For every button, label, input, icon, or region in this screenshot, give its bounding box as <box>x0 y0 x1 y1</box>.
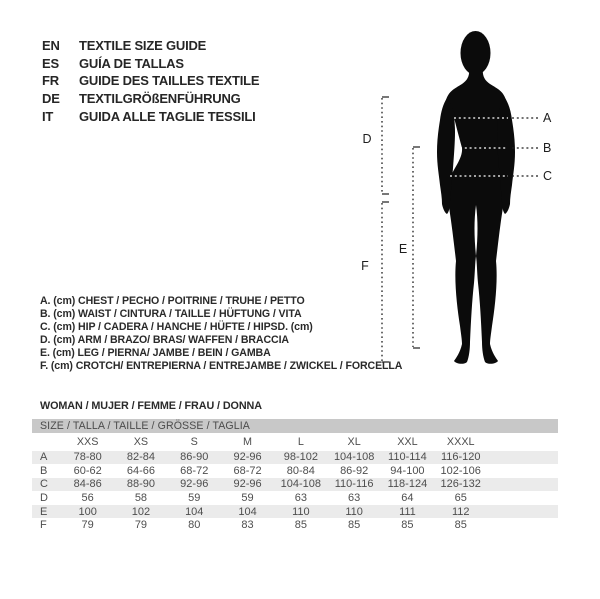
size-value-cell: 64 <box>401 492 414 505</box>
size-value-cell: 59 <box>188 492 201 505</box>
language-title: TEXTILE SIZE GUIDE <box>79 38 207 54</box>
size-value-cell: 111 <box>399 505 416 518</box>
size-value-cell: 85 <box>294 519 307 532</box>
size-value-cell: 104 <box>238 505 257 518</box>
size-value-cell: 85 <box>348 519 361 532</box>
size-value-cell: 79 <box>81 519 94 532</box>
size-value-cell: 94-100 <box>390 464 425 477</box>
size-value-cell: 92-96 <box>180 478 209 491</box>
row-label: B <box>40 464 48 477</box>
table-row <box>32 451 558 465</box>
size-value-cell: 112 <box>451 505 470 518</box>
row-label: A <box>40 451 48 464</box>
table-row <box>32 464 558 478</box>
language-list <box>42 37 259 125</box>
size-column-header: XL <box>347 435 361 448</box>
size-value-cell: 85 <box>454 519 467 532</box>
language-title: GUIDE DES TAILLES TEXTILE <box>79 73 260 89</box>
size-value-cell: 68-72 <box>233 464 262 477</box>
size-value-cell: 58 <box>134 492 148 505</box>
size-column-header: L <box>297 435 304 448</box>
size-value-cell: 83 <box>241 519 254 532</box>
table-row <box>32 491 558 505</box>
size-value-cell: 60-62 <box>73 464 102 477</box>
language-row <box>42 90 259 108</box>
gender-heading: WOMAN / MUJER / FEMME / FRAU / DONNA <box>40 400 262 412</box>
language-row <box>42 107 259 125</box>
table-row <box>32 518 558 532</box>
size-value-cell: 102-106 <box>440 464 481 477</box>
measurement-legend <box>40 295 402 374</box>
size-value-cell: 86-90 <box>180 451 209 464</box>
size-value-cell: 84-86 <box>73 478 102 491</box>
size-value-cell: 92-96 <box>233 478 262 491</box>
size-value-cell: 63 <box>348 492 361 505</box>
size-value-cell: 104-108 <box>333 451 375 464</box>
size-value-cell: 59 <box>241 492 254 505</box>
legend-line: C. (cm) HIP / CADERA / HANCHE / HÜFTE / HIPSD. (cm) <box>40 321 313 334</box>
language-row <box>42 72 259 90</box>
row-label: F <box>40 519 47 532</box>
legend-line: E. (cm) LEG / PIERNA/ JAMBE / BEIN / GAMBA <box>40 347 271 360</box>
table-row <box>32 505 558 519</box>
silhouette-body <box>446 67 506 364</box>
size-table-header-row <box>32 433 558 451</box>
size-value-cell: 78-80 <box>73 451 102 464</box>
size-value-cell: 110-114 <box>388 451 427 464</box>
size-column-header: XS <box>133 435 149 448</box>
table-row <box>32 478 558 492</box>
size-value-cell: 56 <box>81 492 94 505</box>
woman-silhouette <box>437 31 515 364</box>
size-column-header: XXXL <box>446 435 475 448</box>
size-value-cell: 98-102 <box>283 451 318 464</box>
language-code: FR <box>42 73 59 89</box>
size-value-cell: 65 <box>454 492 467 505</box>
size-value-cell: 104 <box>185 505 204 518</box>
measure-label-F: F <box>361 259 369 273</box>
legend-line: A. (cm) CHEST / PECHO / POITRINE / TRUHE / PETTO <box>40 295 305 307</box>
size-value-cell: 110-116 <box>334 478 374 491</box>
language-code: IT <box>42 108 54 124</box>
row-label: D <box>40 492 48 505</box>
language-code: EN <box>42 38 60 54</box>
size-value-cell: 92-96 <box>233 451 262 464</box>
size-value-cell: 110 <box>345 505 363 518</box>
size-table-title: SIZE / TALLA / TAILLE / GRÖSSE / TAGLIA <box>32 419 558 433</box>
size-value-cell: 118-124 <box>387 478 428 491</box>
size-table <box>32 419 558 532</box>
language-code: ES <box>42 55 59 71</box>
size-value-cell: 85 <box>401 519 414 532</box>
size-value-cell: 102 <box>131 505 151 518</box>
language-title: GUÍA DE TALLAS <box>79 55 184 71</box>
size-column-header: XXS <box>76 435 99 448</box>
row-label: C <box>40 478 48 491</box>
size-value-cell: 100 <box>78 505 97 518</box>
size-value-cell: 88-90 <box>126 478 156 491</box>
language-title: TEXTILGRÖßENFÜHRUNG <box>79 91 241 107</box>
size-value-cell: 80 <box>188 519 201 532</box>
size-value-cell: 79 <box>134 519 148 532</box>
size-value-cell: 63 <box>294 492 307 505</box>
measure-label-A: A <box>543 111 552 125</box>
size-value-cell: 82-84 <box>126 451 156 464</box>
size-value-cell: 64-66 <box>126 464 156 477</box>
measure-label-E: E <box>398 242 408 256</box>
size-column-header: S <box>190 435 198 448</box>
legend-line: F. (cm) CROTCH/ ENTREPIERNA / ENTREJAMBE / ZWICKEL / FORCELLA <box>40 360 403 373</box>
size-value-cell: 68-72 <box>180 464 209 477</box>
language-row <box>42 37 259 55</box>
language-row <box>42 55 259 73</box>
size-value-cell: 80-84 <box>286 464 315 477</box>
size-value-cell: 116-120 <box>440 451 481 464</box>
size-value-cell: 110 <box>292 505 310 518</box>
measure-label-D: D <box>362 132 372 146</box>
size-value-cell: 104-108 <box>280 478 322 491</box>
size-column-header: M <box>243 435 253 448</box>
language-code: DE <box>42 91 60 107</box>
size-column-header: XXL <box>397 435 418 448</box>
legend-line: B. (cm) WAIST / CINTURA / TAILLE / HÜFTUNG / VITA <box>40 308 302 321</box>
measure-label-C: C <box>543 169 553 183</box>
measure-label-B: B <box>543 141 552 155</box>
legend-line: D. (cm) ARM / BRAZO/ BRAS/ WAFFEN / BRACCIA <box>40 334 289 347</box>
size-table-grid <box>32 433 558 532</box>
size-value-cell: 126-132 <box>440 478 481 491</box>
language-title: GUIDA ALLE TAGLIE TESSILI <box>79 108 256 124</box>
size-value-cell: 86-92 <box>340 464 369 477</box>
row-label: E <box>40 505 48 518</box>
